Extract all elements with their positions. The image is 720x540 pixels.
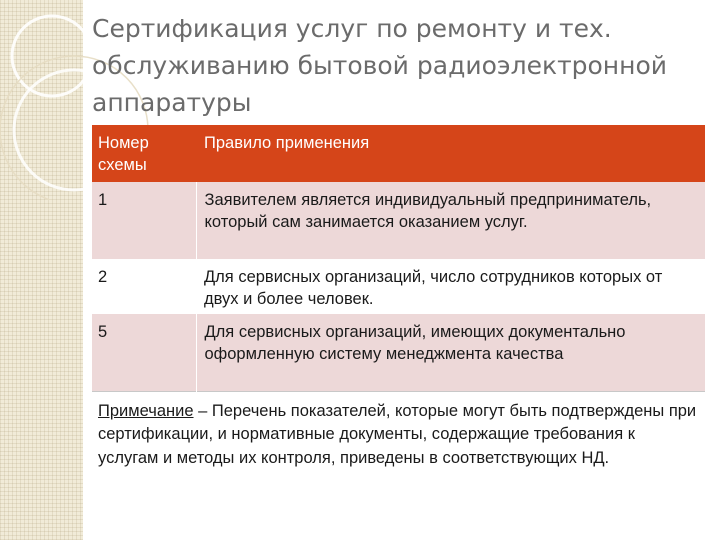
slide-title: Сертификация услуг по ремонту и тех. обслуживанию бытовой радиоэлектронной аппаратуры — [92, 14, 668, 117]
scheme-number-cell: 5 — [92, 314, 196, 391]
schemes-table — [92, 125, 705, 476]
table-row — [92, 259, 705, 314]
rule-cell: Для сервисных организаций, число сотрудников которых от двух и более человек. — [204, 268, 663, 308]
header-scheme-number: Номер схемы — [92, 125, 196, 182]
schemes-table-container — [92, 125, 705, 498]
note-label: Примечание — [98, 401, 194, 420]
table-header-row — [92, 125, 705, 182]
table-row — [92, 182, 705, 259]
note-cell — [92, 391, 705, 476]
table-note-row — [92, 391, 705, 476]
rule-cell: Для сервисных организаций, имеющих документально оформленную систему менеджмента качества — [196, 314, 705, 391]
note-text: – Перечень показателей, которые могут быть подтверждены при сертификации, и нормативные документы, содержащие требования к услугам и методы их контроля, приведены в соответствующих НД. — [98, 401, 697, 467]
scheme-number-cell: 2 — [98, 268, 108, 286]
header-application-rule: Правило применения — [196, 125, 705, 182]
scheme-number-cell: 1 — [92, 182, 196, 259]
table-row — [92, 314, 705, 391]
decorative-stripe-panel — [0, 0, 83, 540]
rule-cell: Заявителем является индивидуальный предприниматель, который сам занимается оказанием услуг. — [196, 182, 705, 259]
